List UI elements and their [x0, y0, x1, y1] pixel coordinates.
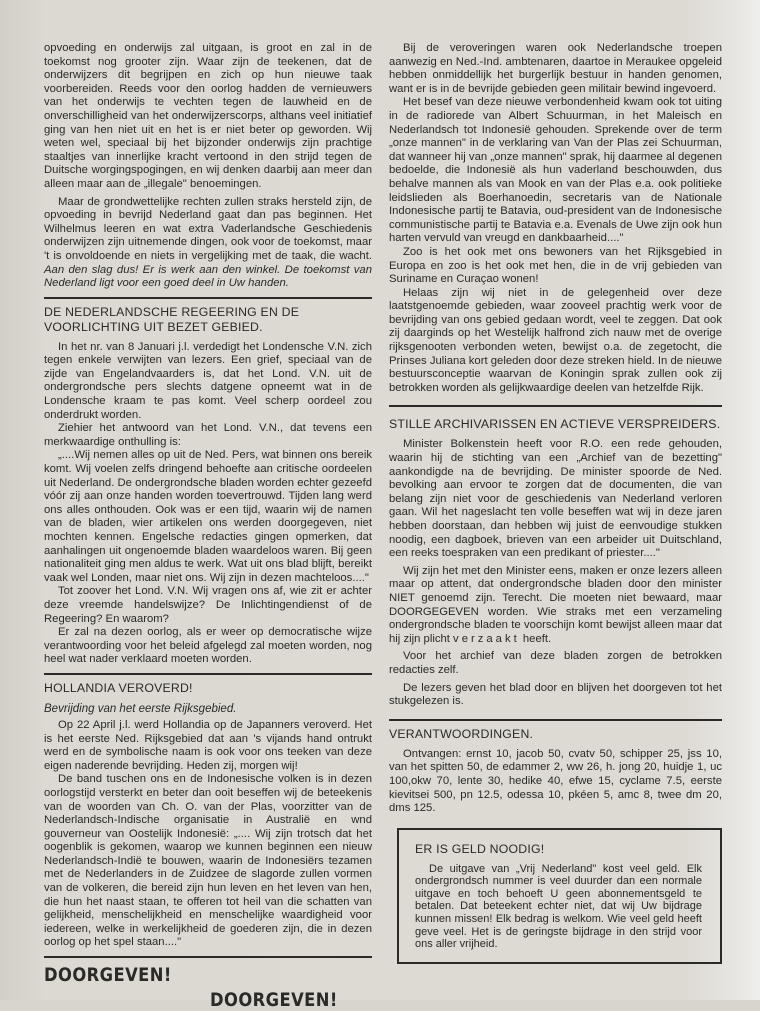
- italic-text: Aan den slag dus! Er is werk aan den winkel. De toekomst van Nederland ligt voor een goed deel in Uw handen.: [44, 263, 372, 290]
- paragraph: Er zal na dezen oorlog, als er weer op democratische wijze verantwoording voor het beleid afgelegd zal moeten worden, nog heel wat nader verklaard moeten worden.: [44, 626, 372, 666]
- text: Maar de grondwettelijke rechten zullen straks hersteld zijn, de opvoeding in bevrijd Nederland gaat dan pas beginnen. Het Wilhelmus leeren en wat extra Vaderlandsche Geschiedenis onderwijzen zijn uitnemende dingen, ook voor de toekomst, maar 't is onvoldoende en niets in vergelijking met de taak, die wacht.: [44, 195, 372, 262]
- paragraph: De uitgave van „Vrij Nederland" kost veel geld. Elk ondergrondsch nummer is veel duurder dan een normale uitgave en toch behoeft U geen abonnementsgeld te betalen. Dat beteekent echter niet, dat wij Uw bijdrage kunnen missen! Elk bedrag is welkom. Wie veel geld heeft geve veel. Het is de geringste bijdrage in den strijd voor ons aller vrijheid.: [415, 862, 702, 951]
- paragraph: De lezers geven het blad door en blijven het doorgeven tot het stukgelezen is.: [389, 681, 722, 708]
- slogan: DOORGEVEN!: [210, 989, 338, 1011]
- text: heeft.: [522, 632, 552, 645]
- paragraph: Op 22 April j.l. werd Hollandia op de Japanners veroverd. Het is het eerste Ned. Rijksgebied dat aan 's vijands hand ontrukt werd en de symbolische naam is ook voor ons teeken van deze eigen naderende bevrijding. Heden zij, morgen wij!: [44, 718, 372, 772]
- article-title: DE NEDERLANDSCHE REGEERING EN DE VOORLICHTING UIT BEZET GEBIED.: [44, 304, 300, 334]
- spaced-word: verzaakt: [453, 632, 520, 645]
- paragraph: Zoo is het ook met ons bewoners van het Rijksgebied in Europa en zoo is het ook met hen, die in de vrij gebieden van Suriname en Curaçao wonen!: [389, 245, 722, 286]
- article-subtitle: Bevrijding van het eerste Rijksgebied.: [44, 702, 237, 715]
- paragraph: Het besef van deze nieuwe verbondenheid kwam ook tot uiting in de radiorede van Albert Schuurman, in het Maleisch en Nederlandsch tot Indonesië gehouden. Sprekende over de term „onze mannen" in de verklaring van Van der Plas zei Schuurman, dat wanneer hij van „onze mannen" sprak, hij daarmee al degenen bedoelde, die Indonesië als hun vaderland beschouwden, dus behalve mannen als van Mook en van der Plas e.a. ook politieke leidslieden als Boerhanoedin, secretaris van de Nationale Indonesische partij te Batavia, oud-president van de Indonesische communistische partij te Batavia e.a. Evenals de Uwe zijn ook hun harten vervuld van vreugd en dankbaarheid....": [389, 96, 722, 245]
- paragraph: Helaas zijn wij niet in de gelegenheid over deze laatstgenoemde gebieden, waar zooveel prachtig werk voor de bevrijding van ons gebied gedaan wordt, veel te zeggen. Dat ook zij daarginds op het Westelijk halfrond zich nauw met de overige rijksgenooten verbonden weten, bewijst o.a. de zegetocht, die Prinses Juliana kort geleden door deze streken hield. In de nieuwe bestuursconceptie waarvan de Koningin sprak zullen ook zij betrokken worden als gelijkwaardige deelen van hetzelfde Rijk.: [389, 286, 722, 394]
- paragraph: [44, 196, 372, 291]
- article-title: HOLLANDIA VEROVERD!: [44, 680, 193, 695]
- article-title: VERANTWOORDINGEN.: [389, 726, 534, 741]
- paragraph: Tot zoover het Lond. V.N. Wij vragen ons af, wie zit er achter deze vreemde handelswijze? De Inlichtingendienst of de Regeering? En waarom?: [44, 585, 372, 625]
- paragraph: Minister Bolkenstein heeft voor R.O. een rede gehouden, waarin hij de stichting van een „Archief van de bezetting" aankondigde na de bevrijding. De minister spoorde de Ned. bevolking aan ervoor te zorgen dat de documenten, die van belang zijn niet voor de geschiedenis van Nederland verloren gaan. Wil het nageslacht ten volle beseffen wat wij in deze jaren hebben doorstaan, dan hebben wij juist de eenvoudige stukken noodig, een dagboek, brieven van een arbeider uit Duitschland, een reeks toespraken van een predikant of priester....": [389, 438, 722, 560]
- paragraph: Voor het archief van deze bladen zorgen de betrokken redacties zelf.: [389, 650, 722, 676]
- paragraph: In het nr. van 8 Januari j.l. verdedigt het Londensche V.N. zich tegen enkele verwijten van lezers. Een grief, speciaal van de zijde van Engelandvaarders is, dat het Lond. V.N. uit de ondergrondsche pers slechts datgene opneemt wat in de Londensche kraam te pas komt. Veel scherp oordeel zou onderdrukt worden.: [44, 340, 372, 421]
- divider: [44, 297, 372, 299]
- box-title: ER IS GELD NOODIG!: [415, 841, 545, 856]
- paragraph: De band tuschen ons en de Indonesische volken is in dezen oorlogstijd versterkt en beter dan ooit beseffen wij de beteekenis van de woorden van Ch. O. van der Plas, voorzitter van de Nederlandsch-Indische organisatie in Australië en wnd gouverneur van Oostelijk Indonesië: „.... Wij zijn trotsch dat het oogenblik is gekomen, waarop we kunnen beginnen een nieuw Nederlandsch-Indië te bouwen, waarin de Indonesiërs tezamen met de Nederlanders in de Zuidzee de slagorde zullen vormen van de volkeren, die bereid zijn hun leven en het leven van hen, die hun het naast staan, te offeren tot heil van die schatten van gelijkheid, menschelijkheid en menschelijke waardigheid voor iedereen, welke in werkelijkheid de goederen zijn, die in dezen oorlog op het spel staan....": [44, 773, 372, 949]
- paragraph: Bij de veroveringen waren ook Nederlandsche troepen aanwezig en Ned.-Ind. ambtenaren, daartoe in Meraukee opgeleid hebben onmiddellijk het burgerlijk bestuur in handen genomen, want er is in de bevrijde gebieden geen militair bewind ingevoerd.: [389, 42, 722, 95]
- divider: [44, 673, 372, 675]
- right-column: [389, 42, 722, 964]
- quote-paragraph: „....Wij nemen alles op uit de Ned. Pers, wat binnen ons bereik komt. Wij voelen zelfs dringend behoefte aan critische oordeelen uit Nederland. De ondergrondsche bladen worden echter gezeefd vóór zij aan onze handen worden toevertrouwd. Tijden lang werd ons alles onthouden. Ook was er een tijd, waarin wij de namen van de bladen, wier artikelen ons werden doorgegeven, niet mochten kennen. Engelsche redacties gingen opmerken, dat aanhalingen uit ongenoemde bladen waardeloos waren. Bij geen nationaliteit ging men aldus te werk. Wat uit ons blad blijft, bereikt vaak wel Londen, maar niet ons. Wij zijn in dezen machteloos....": [44, 449, 372, 584]
- left-column: [44, 42, 372, 1011]
- text: Wij zijn het met den Minister eens, maken er onze lezers alleen maar op attent, dat ondergrondsche bladen door den minister NIET genoemd zijn. Terecht. Die moeten niet bewaard, maar DOORGEGEVEN worden. Wie straks met een verzameling ondergrondsche bladen te voorschijn komt bewijst alleen maar dat hij zijn plicht: [389, 564, 722, 645]
- paragraph: opvoeding en onderwijs zal uitgaan, is groot en zal in de toekomst nog grooter zijn. Waar zijn de teekenen, dat de onderwijzers dit begrijpen en zich op hun nieuwe taak voorbereiden. Reeds voor den oorlog hadden de vernieuwers van het onderwijs te vechten tegen de lauwheid en de onverschilligheid van het onderwijzerscorps, althans veel initiatief ging van hen niet uit en het is er niet beter op geworden. Wij weten wel, speciaal bij het bijzonder onderwijs zijn prachtige staaltjes van innerlijke kracht vertoond in den strijd tegen de Duitsche worgingspogingen, en wij denken daarbij aan meer dan alleen maar aan de „illegale" benoemingen.: [44, 42, 372, 190]
- donation-box: [397, 828, 722, 964]
- article-title: STILLE ARCHIVARISSEN EN ACTIEVE VERSPREIDERS.: [389, 417, 721, 432]
- paragraph: Ontvangen: ernst 10, jacob 50, cvatv 50, schipper 25, jss 10, van het spitten 50, de edammer 2, ww 26, h. jong 20, huidje 1, uc 100,okw 70, lente 30, hedike 40, efwe 15, cyclame 7.5, eerste kievitsei 500, pn 12.5, odessa 10, pkéen 5, amc 8, twee dm 20, dms 125.: [389, 747, 722, 815]
- paragraph: Ziehier het antwoord van het Lond. V.N., dat tevens een merkwaardige onthulling is:: [44, 422, 372, 448]
- slogan: DOORGEVEN!: [44, 964, 172, 987]
- divider: [44, 956, 372, 958]
- paragraph: [389, 565, 722, 647]
- divider: [389, 719, 722, 721]
- divider: [389, 405, 722, 407]
